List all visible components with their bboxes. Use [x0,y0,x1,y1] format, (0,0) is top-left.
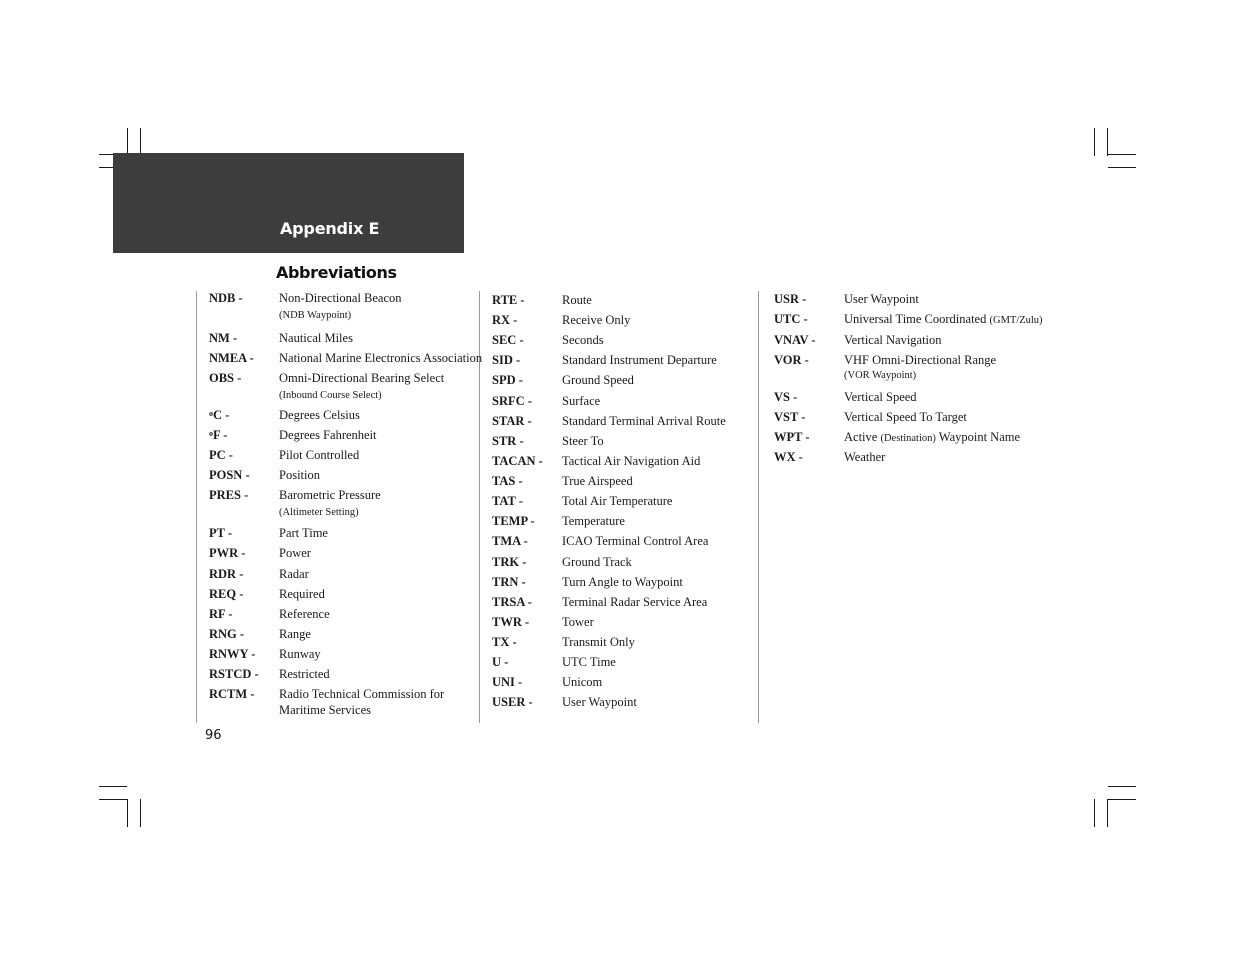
abbreviation-definition: Steer To [562,434,604,448]
abbreviation-term: TRN - [492,575,526,589]
crop-mark [99,799,127,800]
abbreviation-term: RX - [492,313,518,327]
abbreviation-term: UNI - [492,675,523,689]
abbreviation-definition [279,290,402,324]
definition-text: Universal Time Coordinated [844,312,987,326]
crop-mark [140,128,141,156]
crop-mark [1108,167,1136,168]
abbreviation-definition: Restricted [279,667,330,681]
abbreviation-column-2 [492,292,754,717]
abbreviation-column-3 [774,291,1064,471]
abbreviation-term: U - [492,655,509,669]
abbreviation-definition: Receive Only [562,313,631,327]
definition-text: Omni-Directional Bearing Select [279,371,445,385]
crop-mark [127,128,128,156]
definition-text: Non-Directional Beacon [279,291,402,305]
abbreviation-definition: Ground Track [562,555,632,569]
crop-mark [127,799,128,827]
degree-symbol: o [209,429,213,438]
abbreviation-definition: User Waypoint [562,695,637,709]
abbreviation-definition: Power [279,546,311,560]
abbreviation-term: PC - [209,448,233,462]
crop-mark [1108,154,1136,155]
abbreviation-term: WPT - [774,430,810,444]
abbreviation-definition: Tactical Air Navigation Aid [562,454,701,468]
abbreviation-term: SRFC - [492,394,532,408]
abbreviation-term: TX - [492,635,517,649]
definition-text: Active [844,430,878,444]
abbreviation-term: RF - [209,607,233,621]
abbreviation-definition: Turn Angle to Waypoint [562,575,683,589]
crop-mark [1108,799,1136,800]
abbreviation-term: PRES - [209,488,249,502]
abbreviation-definition: ICAO Terminal Control Area [562,534,709,548]
abbreviation-term [209,427,227,443]
abbreviation-definition: Surface [562,394,601,408]
abbreviation-definition: Radar [279,567,309,581]
abbreviation-definition: Weather [844,450,886,464]
abbreviation-definition: Pilot Controlled [279,448,360,462]
abbreviation-term: RCTM - [209,687,255,701]
crop-mark [1107,128,1108,156]
abbreviation-definition: Tower [562,615,594,629]
abbreviation-definition: Vertical Navigation [844,333,942,347]
section-title: Abbreviations [276,263,397,282]
abbreviation-term: STAR - [492,414,532,428]
abbreviation-definition [844,429,1020,447]
abbreviation-definition: Standard Instrument Departure [562,353,717,367]
abbreviation-term: TRK - [492,555,527,569]
abbreviation-term: TEMP - [492,514,535,528]
abbreviation-term: USR - [774,292,807,306]
abbreviation-term: PT - [209,526,233,540]
abbreviation-term: VS - [774,390,798,404]
abbreviation-definition: Transmit Only [562,635,635,649]
abbreviation-definition: Runway [279,647,321,661]
abbreviation-definition [844,311,1043,329]
abbreviation-term: TRSA - [492,595,532,609]
definition-text-continued: Maritime Services [279,703,371,717]
abbreviation-term: RNG - [209,627,245,641]
abbreviation-term: SPD - [492,373,523,387]
abbreviation-term: TMA - [492,534,528,548]
crop-mark [99,786,127,787]
abbreviation-definition: UTC Time [562,655,616,669]
crop-mark [1094,799,1095,827]
abbreviation-term: RTE - [492,293,525,307]
crop-mark [140,799,141,827]
abbreviation-definition: Nautical Miles [279,331,353,345]
abbreviation-definition [279,487,381,521]
abbreviation-definition: Part Time [279,526,328,540]
abbreviation-definition: Route [562,293,592,307]
abbreviation-definition [279,370,444,404]
definition-note: (Altimeter Setting) [279,507,359,518]
abbreviation-term-text: C - [213,408,230,422]
abbreviation-definition: Vertical Speed To Target [844,410,967,424]
abbreviation-definition: Unicom [562,675,603,689]
degree-symbol: o [209,409,213,418]
abbreviation-column-1 [209,290,483,720]
abbreviation-term-text: F - [213,428,228,442]
abbreviation-term: USER - [492,695,533,709]
definition-text-continued: Waypoint Name [938,430,1021,444]
abbreviation-term [209,407,229,423]
abbreviation-term: TAT - [492,494,523,508]
definition-note: (Inbound Course Select) [279,390,382,401]
column-divider [758,291,759,723]
abbreviation-term: NMEA - [209,351,254,365]
appendix-title: Appendix E [280,219,380,238]
abbreviation-definition [279,686,444,718]
definition-text: VHF Omni-Directional Range [844,353,997,367]
abbreviation-term: RNWY - [209,647,256,661]
definition-note: (GMT/Zulu) [989,315,1043,326]
crop-mark [1108,786,1136,787]
abbreviation-definition: Degrees Fahrenheit [279,428,377,442]
abbreviation-term: PWR - [209,546,246,560]
abbreviation-definition: Required [279,587,325,601]
crop-mark [1107,799,1108,827]
abbreviation-definition: Standard Terminal Arrival Route [562,414,726,428]
abbreviation-definition: Reference [279,607,330,621]
abbreviation-definition: Seconds [562,333,604,347]
abbreviation-term: UTC - [774,312,808,326]
abbreviation-definition: True Airspeed [562,474,633,488]
column-divider [196,291,197,723]
abbreviation-term: TWR - [492,615,530,629]
abbreviation-term: RDR - [209,567,244,581]
abbreviation-term: SID - [492,353,521,367]
definition-note: (NDB Waypoint) [279,310,352,321]
abbreviation-term: NDB - [209,291,243,305]
abbreviation-definition: User Waypoint [844,292,919,306]
abbreviation-term: RSTCD - [209,667,259,681]
definition-text: Radio Technical Commission for [279,687,445,701]
abbreviation-term: REQ - [209,587,244,601]
abbreviation-term: WX - [774,450,803,464]
definition-text: Barometric Pressure [279,488,381,502]
abbreviation-term: STR - [492,434,524,448]
abbreviation-term: VNAV - [774,333,816,347]
abbreviation-term: POSN - [209,468,250,482]
definition-note: (VOR Waypoint) [844,370,917,381]
abbreviation-term: SEC - [492,333,524,347]
abbreviation-term: OBS - [209,371,242,385]
abbreviation-definition [844,352,996,384]
page-number: 96 [205,728,222,743]
abbreviation-definition: Temperature [562,514,625,528]
abbreviation-definition: Vertical Speed [844,390,917,404]
abbreviation-definition: Terminal Radar Service Area [562,595,708,609]
abbreviation-definition: Total Air Temperature [562,494,673,508]
abbreviation-definition: Degrees Celsius [279,408,360,422]
abbreviation-definition: Range [279,627,311,641]
abbreviation-definition: National Marine Electronics Association [279,351,483,365]
crop-mark [1094,128,1095,156]
definition-note: (Destination) [880,433,936,444]
abbreviation-term: TACAN - [492,454,543,468]
abbreviation-term: TAS - [492,474,523,488]
abbreviation-term: VST - [774,410,806,424]
appendix-header-band [113,153,464,253]
abbreviation-definition: Position [279,468,320,482]
abbreviation-term: VOR - [774,353,809,367]
abbreviation-definition: Ground Speed [562,373,634,387]
abbreviation-term: NM - [209,331,238,345]
